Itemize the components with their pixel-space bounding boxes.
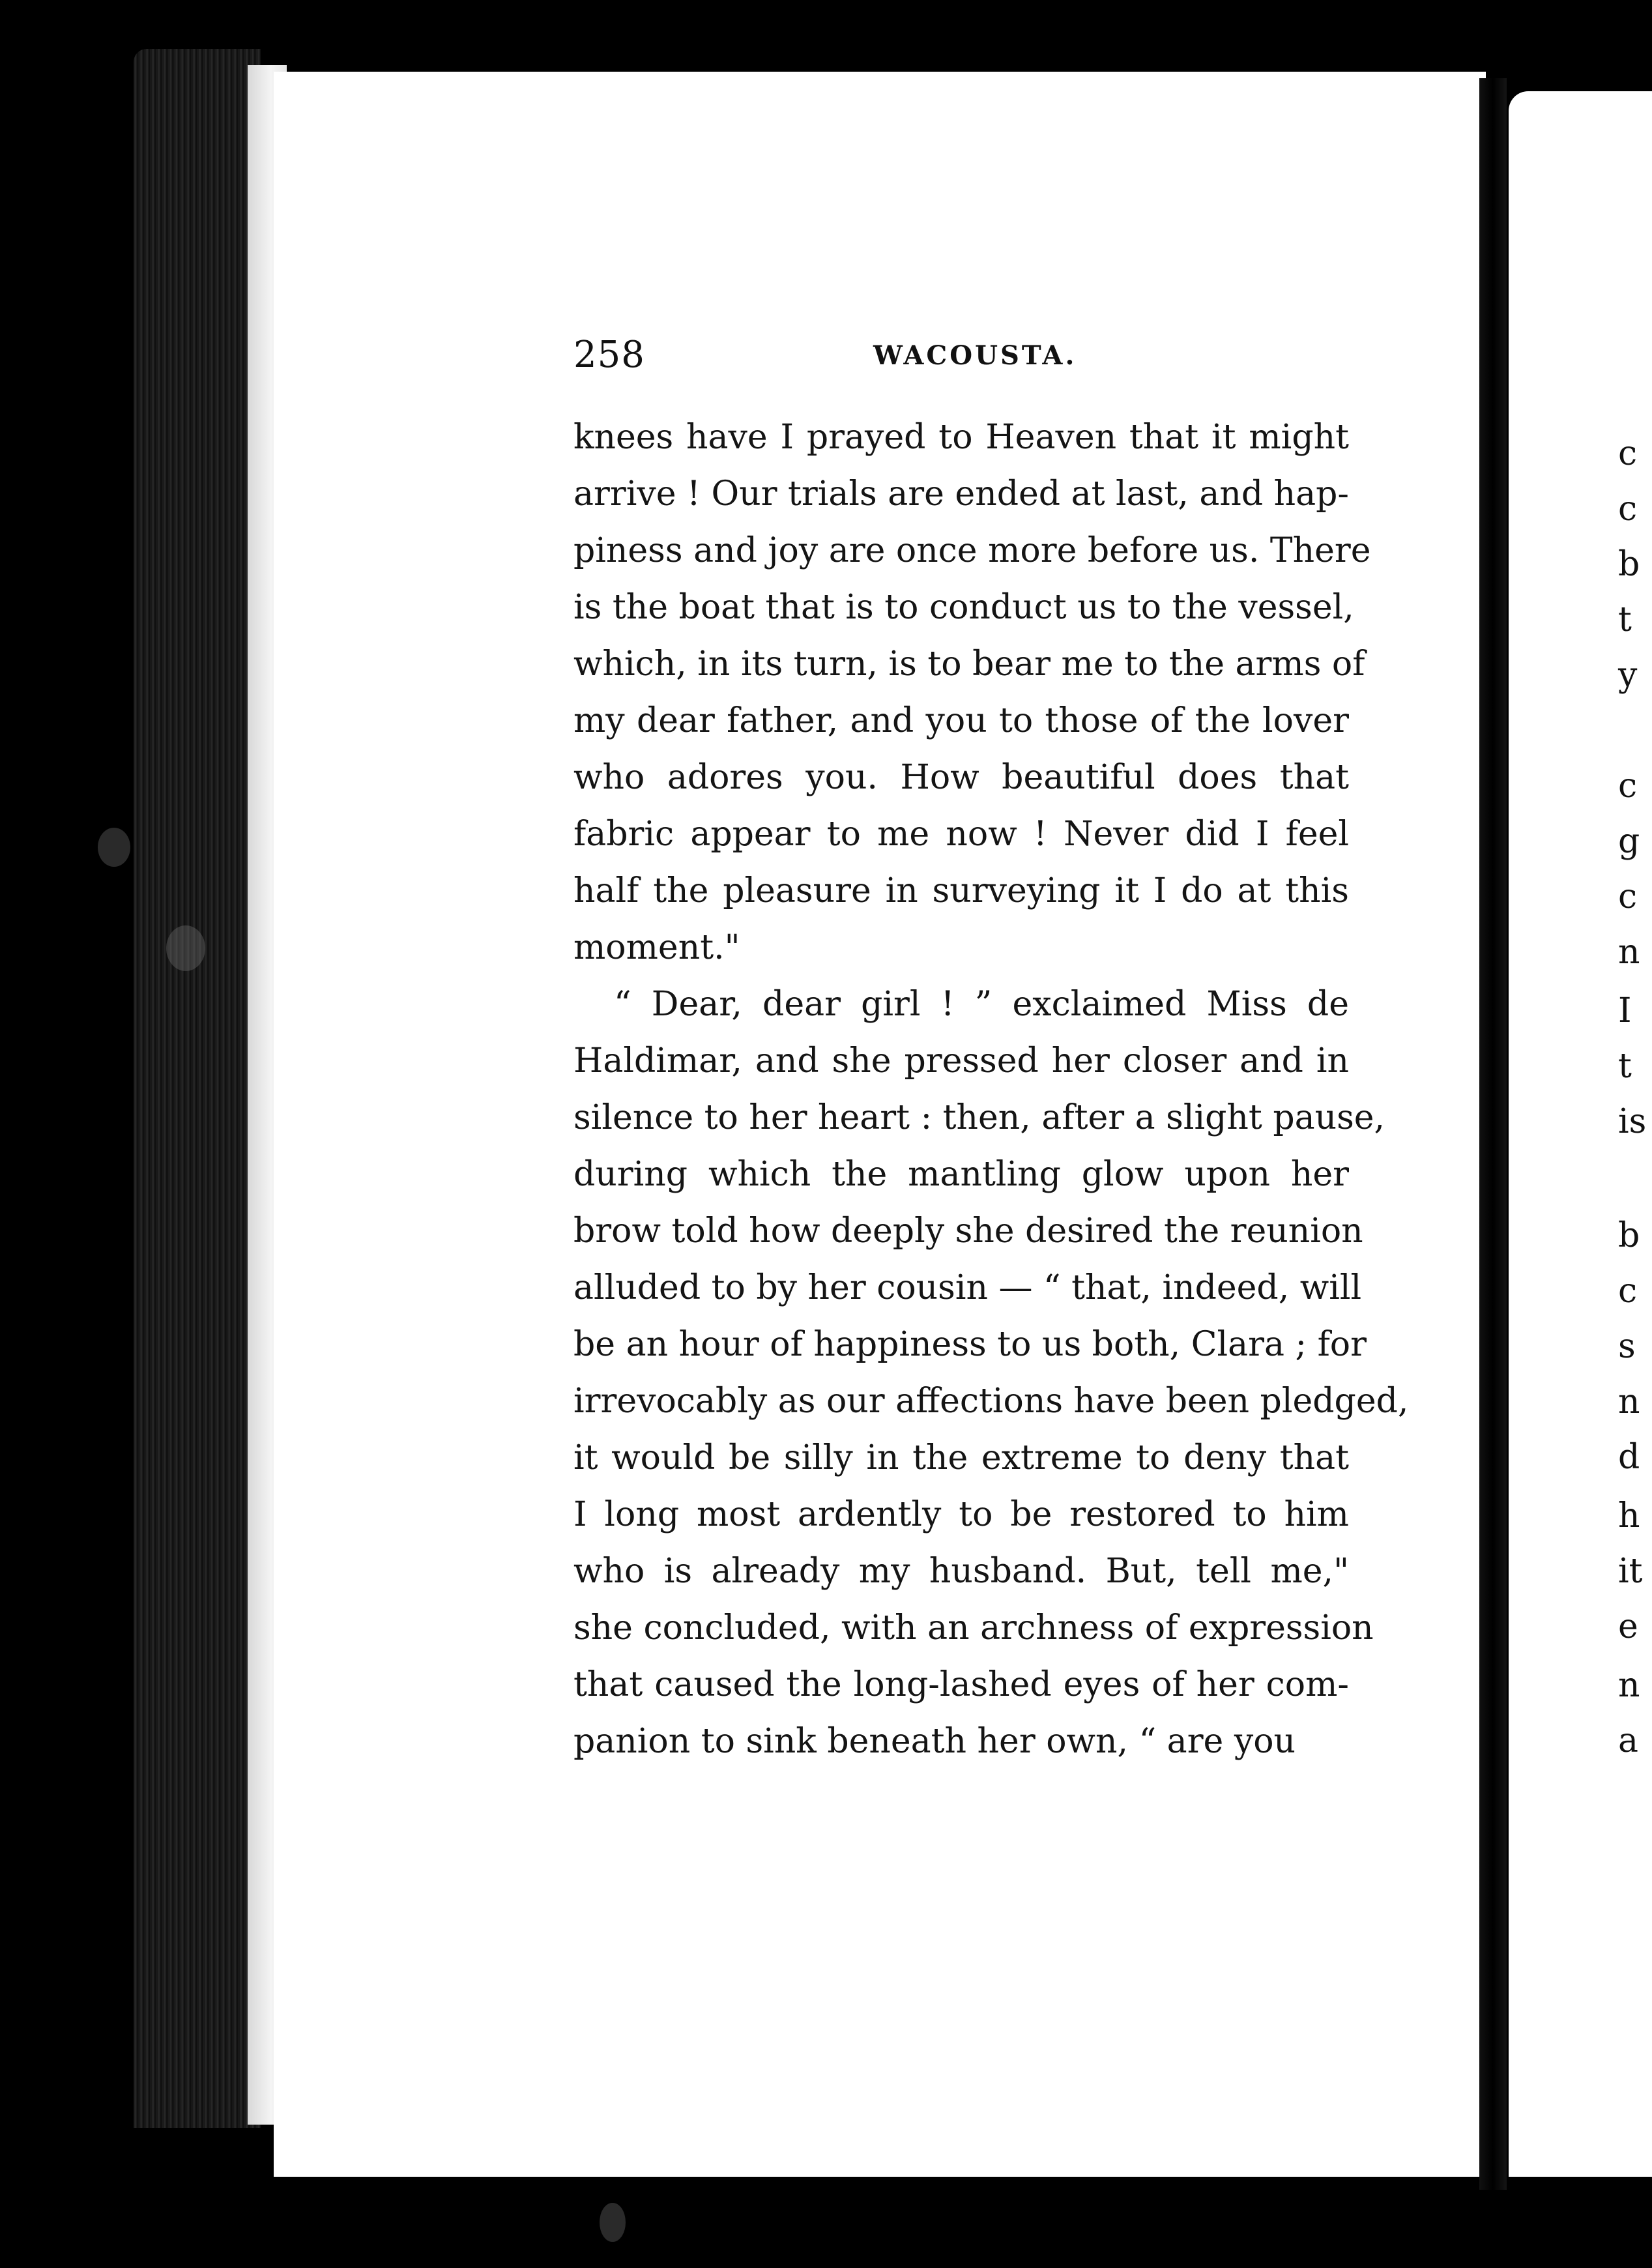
running-title: WACOUSTA. bbox=[873, 340, 1077, 371]
scan-smudge bbox=[166, 925, 205, 971]
text-line: who is already my husband. But, tell me," bbox=[573, 1552, 1349, 1591]
text-line: it would be silly in the extreme to deny that bbox=[573, 1438, 1349, 1477]
text-line: panion to sink beneath her own, “ are you bbox=[573, 1722, 1296, 1761]
facing-page-letter: b bbox=[1618, 545, 1640, 584]
text-line: be an hour of happiness to us both, Clara ; for bbox=[573, 1325, 1367, 1364]
facing-page-letter: n bbox=[1618, 1666, 1640, 1705]
scan-smudge bbox=[98, 828, 130, 867]
facing-page-letter: I bbox=[1618, 991, 1632, 1030]
text-line: “ Dear, dear girl ! ” exclaimed Miss de bbox=[614, 985, 1349, 1024]
text-line: that caused the long-lashed eyes of her com- bbox=[573, 1665, 1349, 1704]
running-head bbox=[573, 334, 1349, 379]
facing-page-letter: y bbox=[1618, 656, 1638, 695]
facing-page-letter: c bbox=[1618, 1272, 1638, 1311]
page-edges bbox=[134, 49, 261, 2128]
facing-page-letter: s bbox=[1618, 1327, 1636, 1366]
facing-page-letter: c bbox=[1618, 489, 1638, 529]
facing-page-letter: a bbox=[1618, 1721, 1639, 1760]
facing-page-letter: e bbox=[1618, 1607, 1638, 1646]
text-line: during which the mantling glow upon her bbox=[573, 1155, 1349, 1194]
scan-smudge bbox=[600, 2203, 626, 2242]
facing-page-letter: d bbox=[1618, 1438, 1640, 1477]
text-line: arrive ! Our trials are ended at last, and hap- bbox=[573, 474, 1349, 514]
facing-page-letter: c bbox=[1618, 434, 1638, 473]
text-line: half the pleasure in surveying it I do at this bbox=[573, 871, 1349, 910]
facing-page-letter: it bbox=[1618, 1552, 1643, 1591]
text-line: piness and joy are once more before us. There bbox=[573, 531, 1371, 570]
text-line: brow told how deeply she desired the reunion bbox=[573, 1212, 1363, 1251]
facing-page-letter: c bbox=[1618, 877, 1638, 916]
facing-page-letter: g bbox=[1618, 822, 1640, 861]
text-line: knees have I prayed to Heaven that it might bbox=[573, 418, 1349, 457]
text-line: my dear father, and you to those of the lover bbox=[573, 701, 1349, 740]
facing-page-letter: is bbox=[1618, 1102, 1647, 1141]
facing-page-letter: c bbox=[1618, 766, 1638, 806]
text-line: alluded to by her cousin — “ that, indeed, will bbox=[573, 1268, 1362, 1307]
text-line: irrevocably as our affections have been pledged, bbox=[573, 1382, 1409, 1421]
text-line: I long most ardently to be restored to him bbox=[573, 1495, 1349, 1534]
text-line: Haldimar, and she pressed her closer and in bbox=[573, 1041, 1349, 1081]
text-line: silence to her heart : then, after a slight pause, bbox=[573, 1098, 1385, 1137]
text-line: moment." bbox=[573, 928, 740, 967]
page-number: 258 bbox=[573, 334, 645, 376]
text-line: which, in its turn, is to bear me to the arms of bbox=[573, 645, 1365, 684]
text-line: who adores you. How beautiful does that bbox=[573, 758, 1349, 797]
book-gutter bbox=[1479, 78, 1507, 2190]
facing-page-letter: h bbox=[1618, 1496, 1640, 1535]
facing-page-letter: b bbox=[1618, 1216, 1640, 1255]
facing-page-letter: t bbox=[1618, 1047, 1632, 1086]
facing-page-letter: n bbox=[1618, 933, 1640, 972]
body-text bbox=[573, 409, 1409, 1770]
text-line: she concluded, with an archness of expression bbox=[573, 1608, 1374, 1648]
text-line: is the boat that is to conduct us to the vessel, bbox=[573, 588, 1354, 627]
facing-page-letter: t bbox=[1618, 600, 1632, 639]
text-line: fabric appear to me now ! Never did I feel bbox=[573, 815, 1349, 854]
facing-page-letter: n bbox=[1618, 1382, 1640, 1421]
